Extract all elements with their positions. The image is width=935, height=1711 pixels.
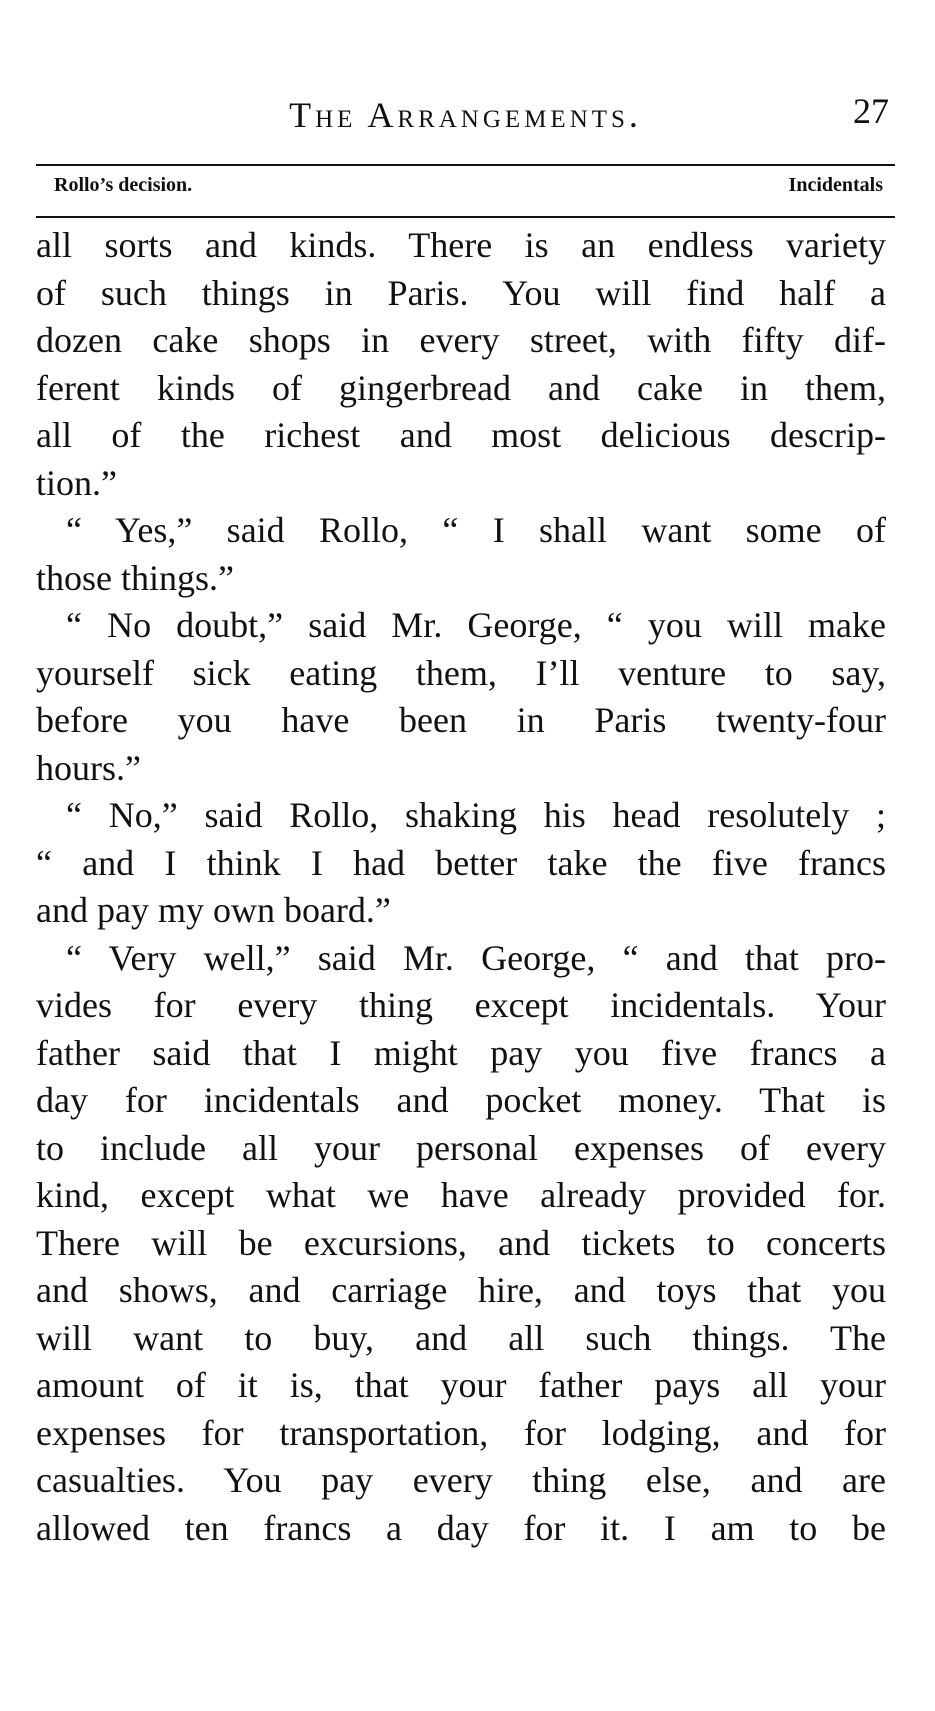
text-line: amount of it is, that your father pays all your — [36, 1365, 886, 1405]
text-line: vides for every thing except incidentals. Your — [36, 985, 886, 1025]
page-number: 27 — [853, 91, 889, 131]
text-line: those things.” — [36, 557, 234, 598]
text-line: all sorts and kinds. There is an endless variety — [36, 225, 886, 265]
text-line: and pay my own board.” — [36, 890, 391, 930]
text-line: to include all your personal expenses of every — [36, 1127, 886, 1168]
text-line: “ and I think I had better take the five francs — [36, 842, 886, 883]
header-rule-bottom — [36, 216, 895, 218]
body-text — [36, 222, 886, 1552]
text-line: tion.” — [36, 462, 117, 503]
text-line: casualties. You pay every thing else, and are — [36, 1460, 886, 1500]
left-subheading: Rollo’s decision. — [54, 174, 193, 196]
text-line: “ No doubt,” said Mr. George, “ you will make — [66, 605, 886, 645]
text-line: yourself sick eating them, I’ll venture to say, — [36, 652, 886, 693]
header-rule-top — [36, 164, 895, 166]
text-line: hours.” — [36, 747, 141, 788]
chapter-title: The Arrangements. — [289, 95, 642, 135]
text-line: all of the richest and most delicious descrip- — [36, 415, 886, 455]
text-line: “ Very well,” said Mr. George, “ and that pro- — [66, 937, 886, 978]
text-line: before you have been in Paris twenty-four — [36, 700, 886, 740]
section-subheadings — [54, 170, 883, 204]
text-line: will want to buy, and all such things. The — [36, 1317, 886, 1358]
text-line: “ No,” said Rollo, shaking his head resolutely ; — [66, 795, 886, 835]
text-line: father said that I might pay you five francs a — [36, 1032, 886, 1073]
text-line: day for incidentals and pocket money. That is — [36, 1080, 886, 1120]
text-line: and shows, and carriage hire, and toys that you — [36, 1270, 886, 1310]
text-line: kind, except what we have already provided for. — [36, 1175, 886, 1215]
text-line: expenses for transportation, for lodging, and for — [36, 1412, 886, 1453]
text-line: of such things in Paris. You will find half a — [36, 272, 886, 313]
text-line: “ Yes,” said Rollo, “ I shall want some of — [66, 510, 886, 550]
text-line: allowed ten francs a day for it. I am to be — [36, 1507, 886, 1548]
text-line: There will be excursions, and tickets to concerts — [36, 1222, 886, 1263]
text-line: ferent kinds of gingerbread and cake in them, — [36, 367, 886, 408]
right-subheading: Incidentals — [788, 174, 883, 196]
running-head — [36, 88, 895, 148]
text-line: dozen cake shops in every street, with fifty dif- — [36, 320, 886, 360]
